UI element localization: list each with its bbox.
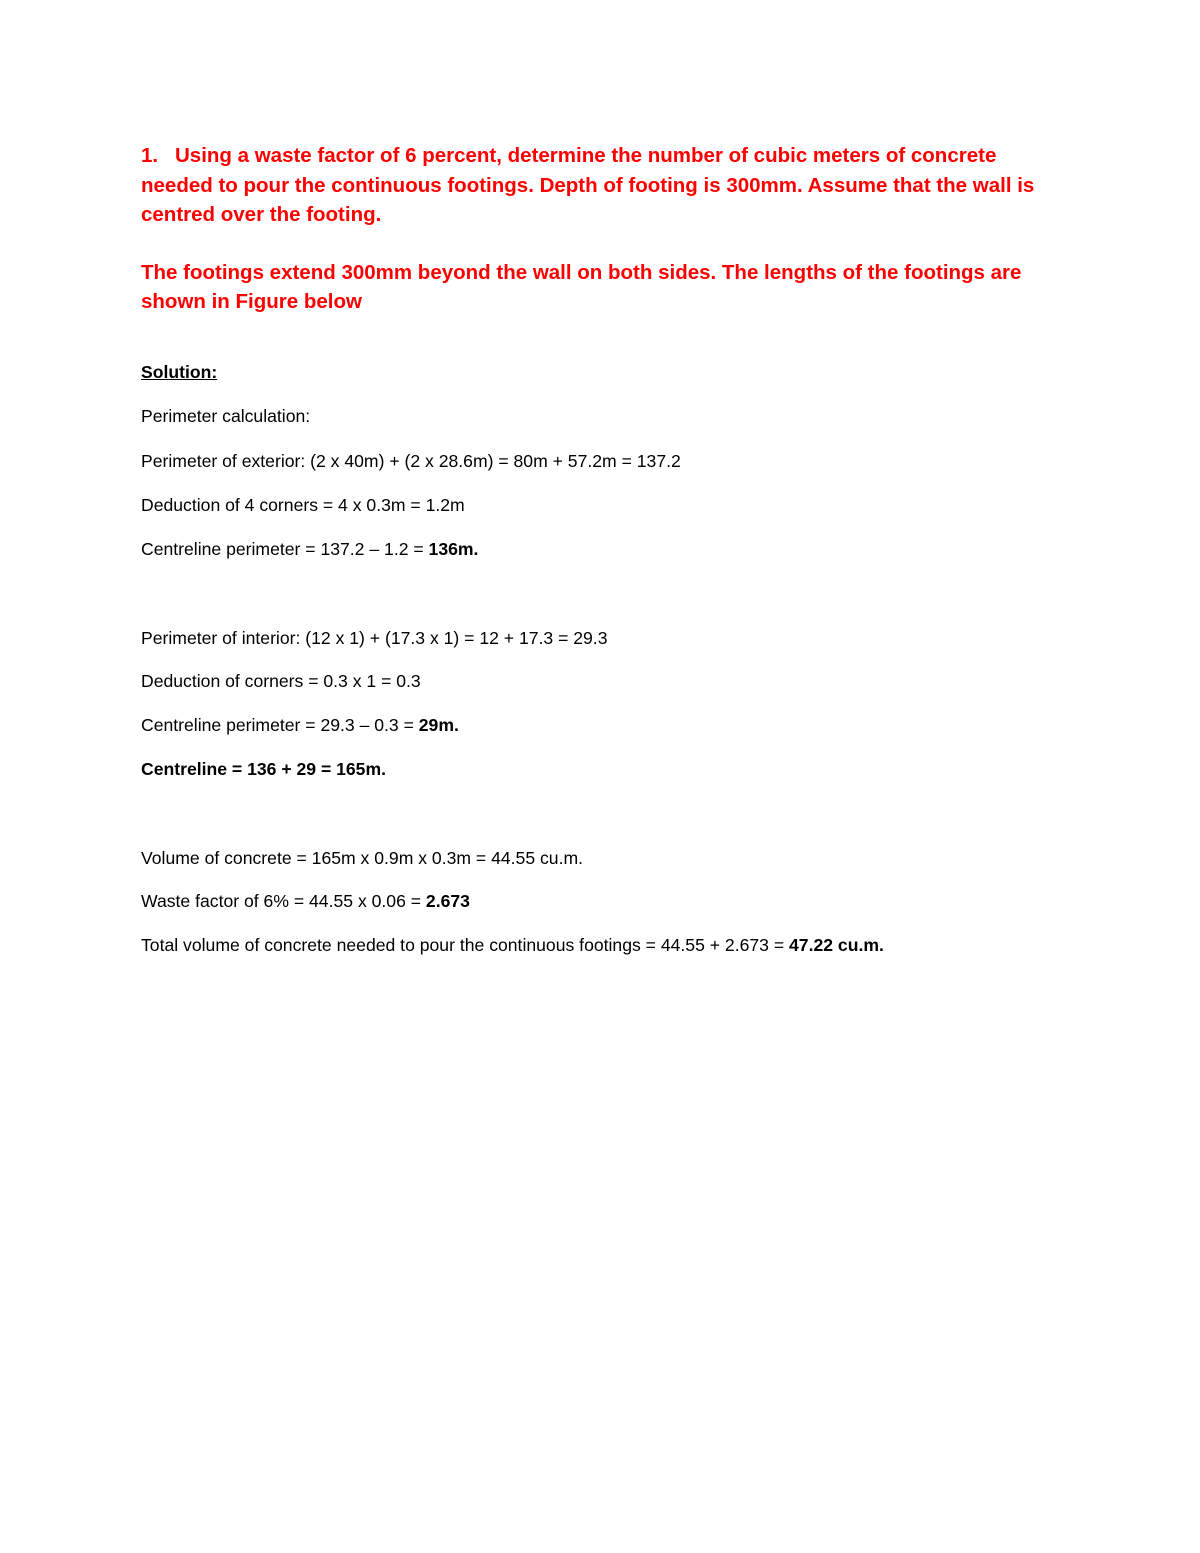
- waste-factor-result: 2.673: [425, 891, 470, 911]
- exterior-centreline-line: [141, 538, 478, 560]
- waste-factor-text: Waste factor of 6% = 44.55 x 0.06 =: [141, 891, 426, 911]
- interior-centreline-line: [141, 714, 459, 736]
- question-number: 1.: [141, 144, 159, 167]
- total-volume-line: [141, 934, 884, 956]
- question-paragraph-2: The footings extend 300mm beyond the wall on both sides. The lengths of the footings are shown in Figure below: [141, 260, 1022, 313]
- interior-perimeter-line: Perimeter of interior: (12 x 1) + (17.3 x 1) = 12 + 17.3 = 29.3: [141, 628, 608, 648]
- question-paragraph-1: [141, 141, 1041, 230]
- exterior-perimeter-line: Perimeter of exterior: (2 x 40m) + (2 x 28.6m) = 80m + 57.2m = 137.2: [141, 451, 681, 471]
- waste-factor-line: [141, 890, 470, 912]
- volume-line: Volume of concrete = 165m x 0.9m x 0.3m = 44.55 cu.m.: [141, 848, 584, 868]
- exterior-deduction-line: Deduction of 4 corners = 4 x 0.3m = 1.2m: [141, 495, 465, 515]
- interior-centreline-result: 29m.: [418, 715, 459, 735]
- total-volume-result: 47.22 cu.m.: [789, 935, 884, 955]
- question-text: Using a waste factor of 6 percent, determine the number of cubic meters of concrete needed to pour the continuous footings. Depth of footing is 300mm. Assume that the wall is centred over the footing.: [141, 144, 1035, 226]
- exterior-centreline-text: Centreline perimeter = 137.2 – 1.2 =: [141, 539, 429, 559]
- interior-centreline-text: Centreline perimeter = 29.3 – 0.3 =: [141, 715, 419, 735]
- solution-label: Solution:: [141, 362, 218, 382]
- centreline-total-line: Centreline = 136 + 29 = 165m.: [141, 759, 386, 779]
- exterior-centreline-result: 136m.: [428, 539, 479, 559]
- interior-deduction-line: Deduction of corners = 0.3 x 1 = 0.3: [141, 671, 421, 691]
- question-block: [141, 141, 1041, 317]
- total-volume-text: Total volume of concrete needed to pour the continuous footings = 44.55 + 2.673 =: [141, 935, 790, 955]
- perimeter-heading: Perimeter calculation:: [141, 406, 311, 426]
